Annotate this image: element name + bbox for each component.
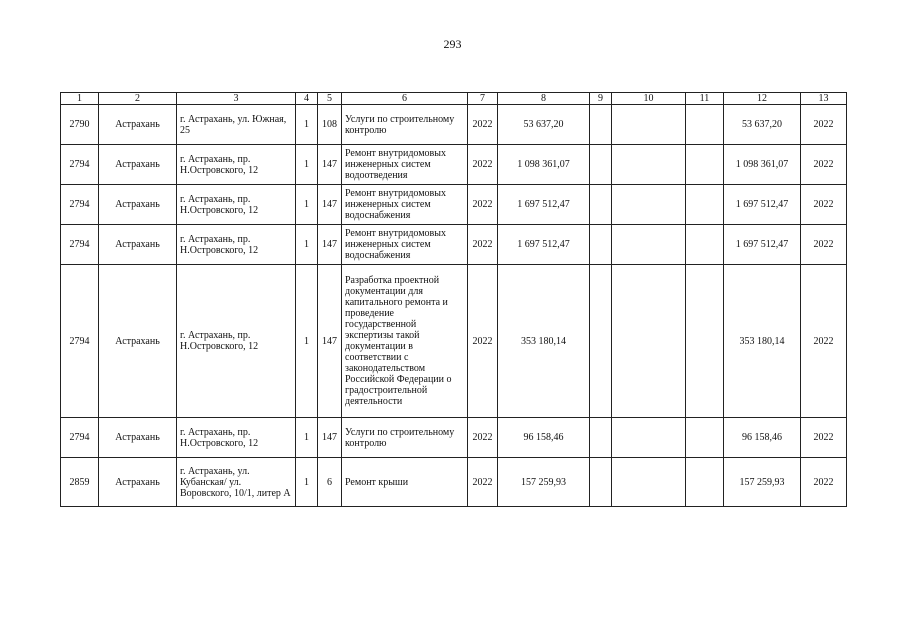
cell-work-type: Услуги по строительному контролю	[342, 105, 468, 145]
cell-work-type: Услуги по строительному контролю	[342, 418, 468, 458]
cell-end-year: 2022	[801, 265, 847, 418]
cell-amount: 53 637,20	[498, 105, 590, 145]
cell-end-year: 2022	[801, 458, 847, 507]
page-number: 293	[443, 37, 462, 51]
cell-year: 2022	[468, 185, 498, 225]
cell-number: 2794	[61, 145, 99, 185]
cell-col4: 1	[296, 145, 318, 185]
cell-work-type: Разработка проектной документации для капитального ремонта и проведение государственной экспертизы такой документации в соответствии с законодательством Российской Федерации о градостроительной деятельности	[342, 265, 468, 418]
cell-col11	[686, 225, 724, 265]
cell-col10	[612, 145, 686, 185]
cell-col4: 1	[296, 105, 318, 145]
cell-number: 2859	[61, 458, 99, 507]
cell-amount: 1 697 512,47	[498, 185, 590, 225]
column-header: 3	[177, 93, 296, 105]
column-header: 7	[468, 93, 498, 105]
cell-number: 2794	[61, 225, 99, 265]
cell-total: 1 697 512,47	[724, 185, 801, 225]
table-row	[61, 145, 847, 185]
cell-end-year: 2022	[801, 145, 847, 185]
cell-col9	[590, 105, 612, 145]
cell-year: 2022	[468, 418, 498, 458]
cell-total: 53 637,20	[724, 105, 801, 145]
cell-end-year: 2022	[801, 418, 847, 458]
cell-col9	[590, 265, 612, 418]
table-row	[61, 418, 847, 458]
column-header: 1	[61, 93, 99, 105]
cell-col10	[612, 225, 686, 265]
cell-col4: 1	[296, 185, 318, 225]
cell-col9	[590, 185, 612, 225]
cell-total: 157 259,93	[724, 458, 801, 507]
cell-total: 1 697 512,47	[724, 225, 801, 265]
cell-col5: 108	[318, 105, 342, 145]
cell-col9	[590, 145, 612, 185]
cell-col4: 1	[296, 225, 318, 265]
cell-year: 2022	[468, 458, 498, 507]
cell-col10	[612, 265, 686, 418]
cell-total: 1 098 361,07	[724, 145, 801, 185]
cell-year: 2022	[468, 265, 498, 418]
table-row	[61, 225, 847, 265]
column-header: 9	[590, 93, 612, 105]
cell-col4: 1	[296, 418, 318, 458]
cell-col5: 6	[318, 458, 342, 507]
cell-city: Астрахань	[99, 145, 177, 185]
cell-col10	[612, 185, 686, 225]
cell-col11	[686, 185, 724, 225]
cell-total: 96 158,46	[724, 418, 801, 458]
cell-col5: 147	[318, 225, 342, 265]
table-row	[61, 265, 847, 418]
cell-col4: 1	[296, 458, 318, 507]
cell-address: г. Астрахань, пр. Н.Островского, 12	[177, 145, 296, 185]
column-header: 4	[296, 93, 318, 105]
cell-number: 2794	[61, 185, 99, 225]
cell-amount: 96 158,46	[498, 418, 590, 458]
cell-city: Астрахань	[99, 105, 177, 145]
cell-col5: 147	[318, 418, 342, 458]
cell-address: г. Астрахань, пр. Н.Островского, 12	[177, 265, 296, 418]
cell-work-type: Ремонт внутридомовых инженерных систем водоотведения	[342, 145, 468, 185]
cell-work-type: Ремонт внутридомовых инженерных систем водоснабжения	[342, 185, 468, 225]
cell-col5: 147	[318, 145, 342, 185]
cell-number: 2794	[61, 265, 99, 418]
cell-work-type: Ремонт внутридомовых инженерных систем водоснабжения	[342, 225, 468, 265]
cell-col9	[590, 458, 612, 507]
column-header: 8	[498, 93, 590, 105]
header-row	[61, 93, 847, 105]
column-header: 13	[801, 93, 847, 105]
cell-address: г. Астрахань, ул. Южная, 25	[177, 105, 296, 145]
cell-col11	[686, 265, 724, 418]
cell-address: г. Астрахань, пр. Н.Островского, 12	[177, 185, 296, 225]
cell-year: 2022	[468, 145, 498, 185]
cell-col11	[686, 458, 724, 507]
column-header: 11	[686, 93, 724, 105]
column-header: 6	[342, 93, 468, 105]
table-row	[61, 105, 847, 145]
cell-amount: 1 098 361,07	[498, 145, 590, 185]
cell-address: г. Астрахань, пр. Н.Островского, 12	[177, 225, 296, 265]
column-header: 5	[318, 93, 342, 105]
cell-city: Астрахань	[99, 418, 177, 458]
cell-work-type: Ремонт крыши	[342, 458, 468, 507]
cell-col10	[612, 105, 686, 145]
table-row	[61, 185, 847, 225]
cell-col4: 1	[296, 265, 318, 418]
cell-col5: 147	[318, 185, 342, 225]
cell-col11	[686, 105, 724, 145]
cell-number: 2790	[61, 105, 99, 145]
table-row	[61, 458, 847, 507]
cell-amount: 353 180,14	[498, 265, 590, 418]
cell-col9	[590, 225, 612, 265]
cell-col10	[612, 458, 686, 507]
repair-registry-table	[60, 92, 847, 507]
cell-address: г. Астрахань, ул. Кубанская/ ул. Воровского, 10/1, литер А	[177, 458, 296, 507]
cell-end-year: 2022	[801, 105, 847, 145]
column-header: 12	[724, 93, 801, 105]
cell-year: 2022	[468, 225, 498, 265]
cell-col11	[686, 145, 724, 185]
cell-city: Астрахань	[99, 265, 177, 418]
cell-end-year: 2022	[801, 185, 847, 225]
column-header: 10	[612, 93, 686, 105]
cell-col11	[686, 418, 724, 458]
cell-number: 2794	[61, 418, 99, 458]
cell-total: 353 180,14	[724, 265, 801, 418]
cell-city: Астрахань	[99, 458, 177, 507]
cell-amount: 157 259,93	[498, 458, 590, 507]
column-header: 2	[99, 93, 177, 105]
cell-year: 2022	[468, 105, 498, 145]
cell-city: Астрахань	[99, 185, 177, 225]
cell-col9	[590, 418, 612, 458]
cell-end-year: 2022	[801, 225, 847, 265]
cell-address: г. Астрахань, пр. Н.Островского, 12	[177, 418, 296, 458]
cell-col10	[612, 418, 686, 458]
cell-col5: 147	[318, 265, 342, 418]
cell-amount: 1 697 512,47	[498, 225, 590, 265]
cell-city: Астрахань	[99, 225, 177, 265]
